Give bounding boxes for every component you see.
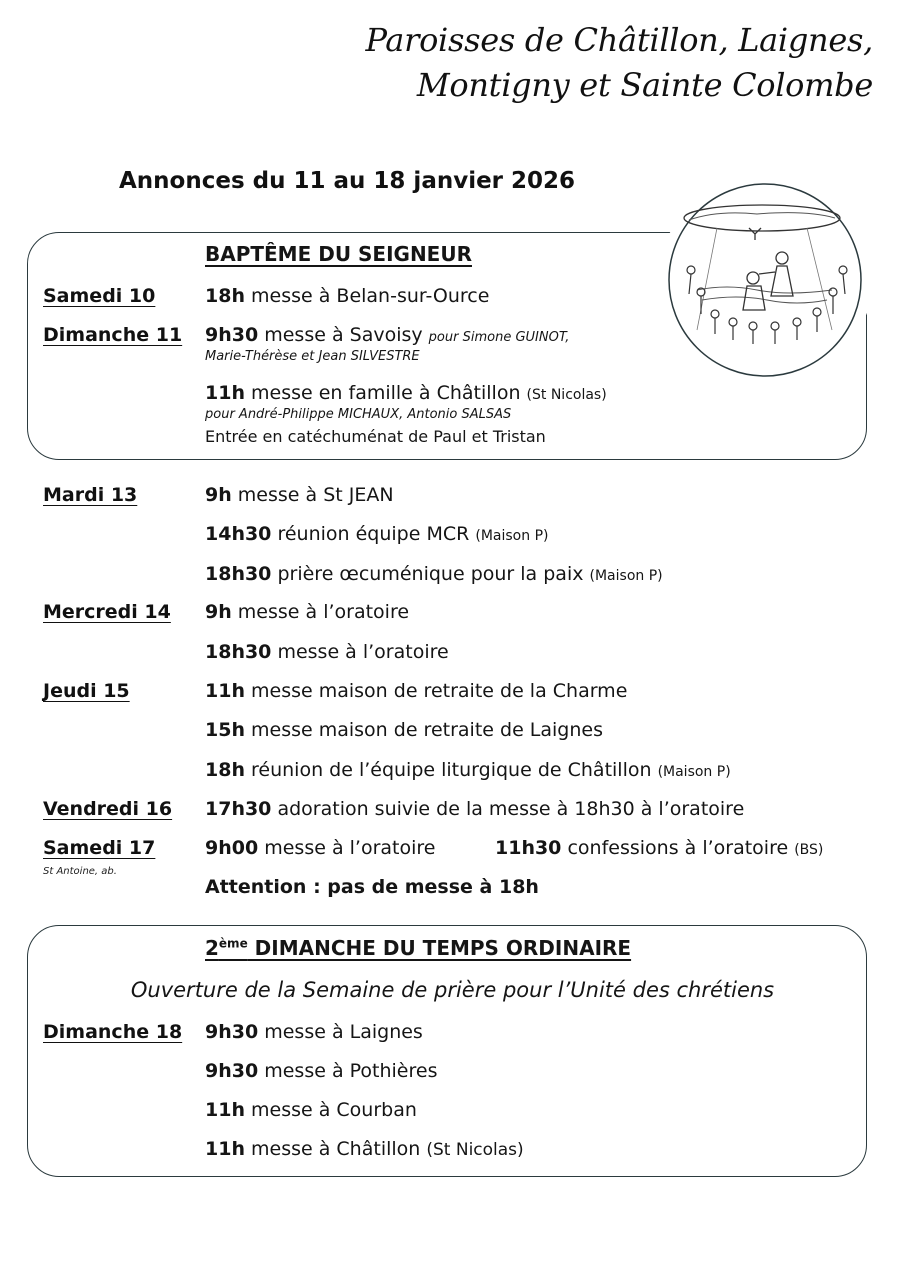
event-item: 11h30 confessions à l’oratoire (BS) bbox=[495, 837, 824, 859]
day-label: Mardi 13 bbox=[43, 484, 138, 506]
day-label: Jeudi 15 bbox=[43, 680, 130, 702]
event-item: 9h30 messe à Pothières bbox=[205, 1060, 438, 1082]
warning-notice: Attention : pas de messe à 18h bbox=[205, 876, 539, 898]
parish-title-line1: Paroisses de Châtillon, Laignes, bbox=[365, 21, 873, 59]
event-item: 9h00 messe à l’oratoire bbox=[205, 837, 436, 859]
event-item: 14h30 réunion équipe MCR (Maison P) bbox=[205, 523, 549, 545]
section2-heading: 2ème DIMANCHE DU TEMPS ORDINAIRE bbox=[205, 936, 632, 960]
event-item: 9h30 messe à Savoisy pour Simone GUINOT, bbox=[205, 324, 570, 346]
announcements-title: Annonces du 11 au 18 janvier 2026 bbox=[119, 168, 576, 194]
day-label: Dimanche 18 bbox=[43, 1021, 183, 1043]
event-item: 9h messe à l’oratoire bbox=[205, 601, 410, 623]
event-item: 11h messe à Châtillon (St Nicolas) bbox=[205, 1138, 524, 1160]
event-item: 18h30 messe à l’oratoire bbox=[205, 641, 449, 663]
event-item: 18h30 prière œcuménique pour la paix (Maison P) bbox=[205, 563, 663, 585]
day-label: Dimanche 11 bbox=[43, 324, 183, 346]
event-item: 9h30 messe à Laignes bbox=[205, 1021, 423, 1043]
day-label: Vendredi 16 bbox=[43, 798, 173, 820]
event-item: 11h messe maison de retraite de la Charme bbox=[205, 680, 628, 702]
event-item: 18h réunion de l’équipe liturgique de Châtillon (Maison P) bbox=[205, 759, 731, 781]
event-item: 11h messe en famille à Châtillon (St Nicolas) bbox=[205, 382, 607, 404]
event-extra: Entrée en catéchuménat de Paul et Tristan bbox=[205, 427, 546, 446]
event-note: Marie-Thérèse et Jean SILVESTRE bbox=[205, 349, 420, 364]
section2-subtitle: Ouverture de la Semaine de prière pour l’Unité des chrétiens bbox=[130, 978, 775, 1002]
section1-heading: BAPTÊME DU SEIGNEUR bbox=[205, 242, 472, 266]
day-label: Mercredi 14 bbox=[43, 601, 171, 623]
event-item: 18h messe à Belan-sur-Ource bbox=[205, 285, 490, 307]
parish-title-line2: Montigny et Sainte Colombe bbox=[416, 66, 873, 104]
event-item: 9h messe à St JEAN bbox=[205, 484, 394, 506]
event-item: 17h30 adoration suivie de la messe à 18h30 à l’oratoire bbox=[205, 798, 745, 820]
day-label: Samedi 17 bbox=[43, 837, 156, 859]
event-item: 15h messe maison de retraite de Laignes bbox=[205, 719, 603, 741]
day-label: Samedi 10 bbox=[43, 285, 156, 307]
saint-note: St Antoine, ab. bbox=[43, 866, 117, 877]
parish-title bbox=[366, 18, 873, 108]
event-item: 11h messe à Courban bbox=[205, 1099, 417, 1121]
baptism-illustration-icon bbox=[657, 180, 873, 380]
event-note: pour André-Philippe MICHAUX, Antonio SALSAS bbox=[205, 407, 512, 422]
